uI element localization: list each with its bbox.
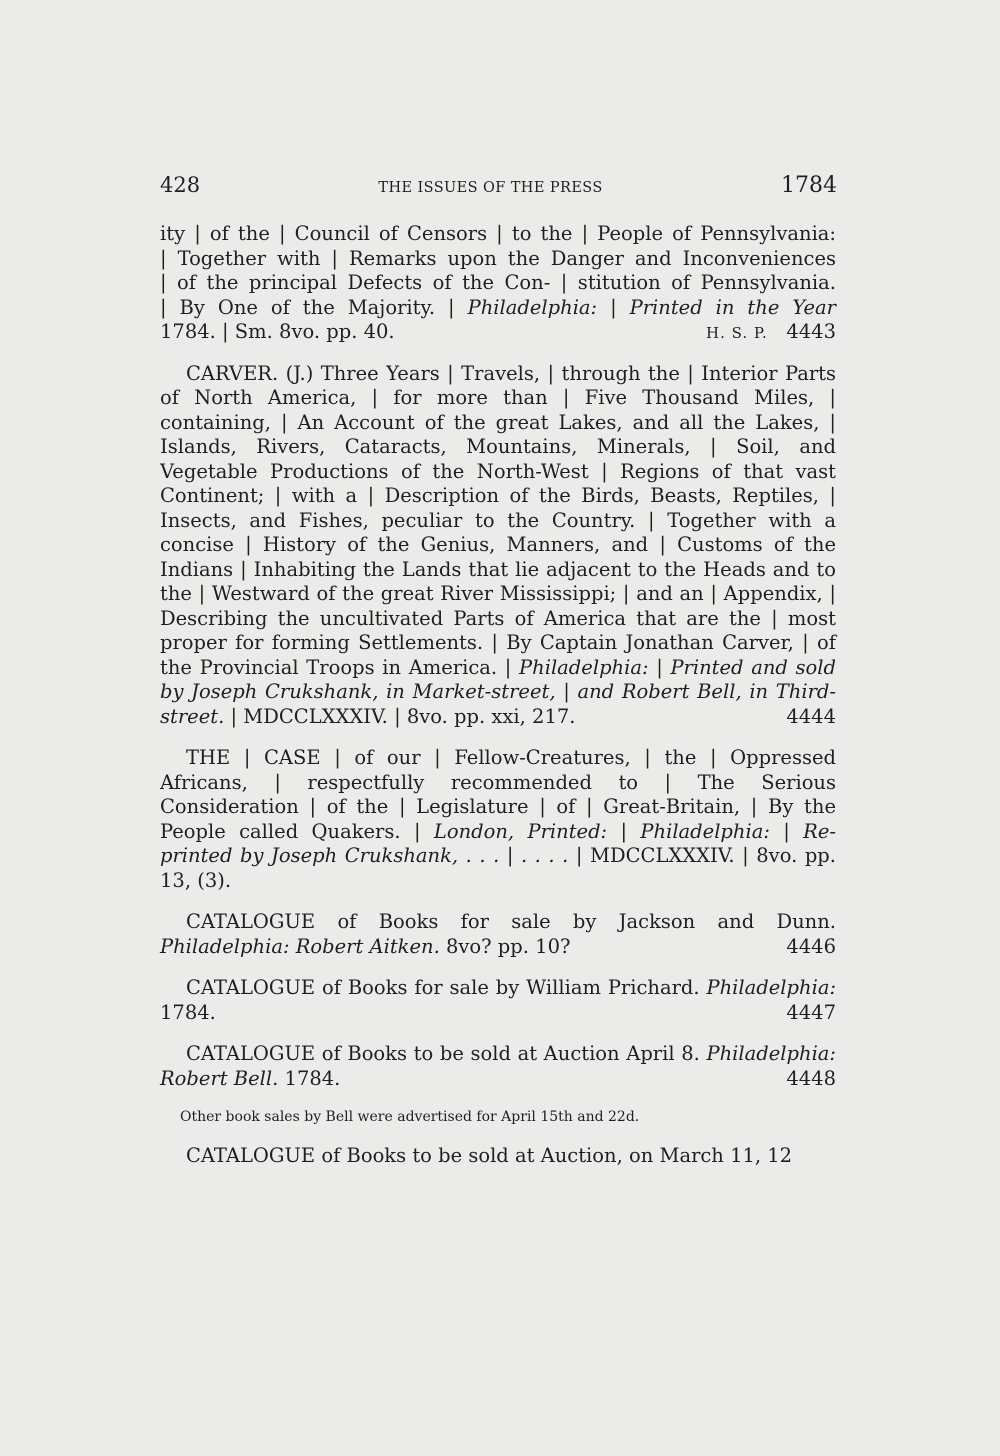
entry-number: 4448 <box>786 1066 836 1090</box>
line <box>160 320 836 345</box>
entry-number: 4446 <box>786 934 836 958</box>
line-text: 1784. | Sm. 8vo. pp. 40. <box>160 320 395 343</box>
entry-tail: | MDCCLXXXIV. | 8vo. pp. 13, (3). <box>160 844 836 892</box>
entry-censors <box>160 222 836 345</box>
entry-number <box>706 320 836 346</box>
imprint: London, Printed: | Philadelphia: | Re-printed by Joseph Crukshank, . . . | . . . . <box>160 819 836 867</box>
entry-body: CATALOGUE of Books for sale by Jackson and Dunn. <box>186 910 836 933</box>
entry-auction <box>160 1042 836 1091</box>
imprint: Philadelphia: | Printed in the Year <box>467 295 836 319</box>
imprint: Philadelphia: <box>706 976 837 999</box>
entry-number: 4447 <box>786 1000 836 1024</box>
entry-tail: 8vo? pp. 10? <box>445 934 571 958</box>
line-text: | By One of the Majority. | <box>160 295 455 319</box>
entry-tail: 1784. <box>284 1066 341 1090</box>
header-year: 1784 <box>781 173 837 198</box>
entry-prichard <box>160 976 836 1025</box>
entry-case <box>160 746 836 893</box>
entry-body: THE | CASE | of our | Fellow-Creatures, | the | Oppressed Africans, | respectfully recommended to | The Serious Consideration | of the | Legislature | of | Great-Britain, | By the People called Quakers. | <box>160 746 836 843</box>
entry-number: 4444 <box>786 704 836 728</box>
imprint: Philadelphia: Robert Aitken. <box>160 934 440 958</box>
entry-body: CATALOGUE of Books to be sold at Auction April 8. <box>186 1042 700 1065</box>
running-title: THE ISSUES OF THE PRESS <box>378 180 603 196</box>
footnote: Other book sales by Bell were advertised for April 15th and 22d. <box>180 1109 640 1125</box>
number: 4443 <box>786 320 836 343</box>
imprint: Philadelphia: Robert Bell. <box>160 1042 836 1090</box>
entry-tail: | MDCCLXXXIV. | 8vo. pp. xxi, 217. <box>230 704 576 728</box>
line <box>160 296 836 321</box>
imprint: Philadelphia: | Printed and sold by Joseph Crukshank, in Market-street, | and Robert Bell, in Third-street. <box>160 655 836 728</box>
entry-carver <box>160 362 836 730</box>
line: | Together with | Remarks upon the Danger and Inconveniences <box>160 246 836 270</box>
line: | of the principal Defects of the Con- | stitution of Pennsylvania. <box>160 271 836 294</box>
line: ity | of the | Council of Censors | to the | People of Pennsylvania: <box>160 222 836 245</box>
page-body <box>160 222 836 1169</box>
page-number: 428 <box>160 173 201 197</box>
entry-body: CARVER. (J.) Three Years | Travels, | through the | Interior Parts of North America, | for more than | Five Thousand Miles, | containing, | An Account of the great Lakes, and all the Lakes, | Islands, Rivers, Cataracts, Mountains, Minerals, | Soil, and Vegetable Productions of the North-West | Regions of that vast Continent; | with a | Description of the Birds, Beasts, Reptiles, | Insects, and Fishes, peculiar to the Country. | Together with a concise | History of the Genius, Manners, and | Customs of the Indians | Inhabiting the Lands that lie adjacent to the Heads and to the | Westward of the great River Mississippi; | and an | Appendix, | Describing the uncultivated Parts of America that are the | most proper for forming Settlements. | By Captain Jonathan Carver, | of the Provincial Troops in America. | <box>160 361 836 679</box>
page-header <box>160 173 837 198</box>
entry-jackson <box>160 910 836 959</box>
entry-body: CATALOGUE of Books for sale by William Prichard. <box>186 976 700 999</box>
entry-tail: 1784. <box>160 1000 216 1024</box>
entry-march <box>160 1144 836 1169</box>
library-code: H. S. P. <box>706 324 768 342</box>
entry-body: CATALOGUE of Books to be sold at Auction, on March 11, 12 <box>186 1144 793 1167</box>
